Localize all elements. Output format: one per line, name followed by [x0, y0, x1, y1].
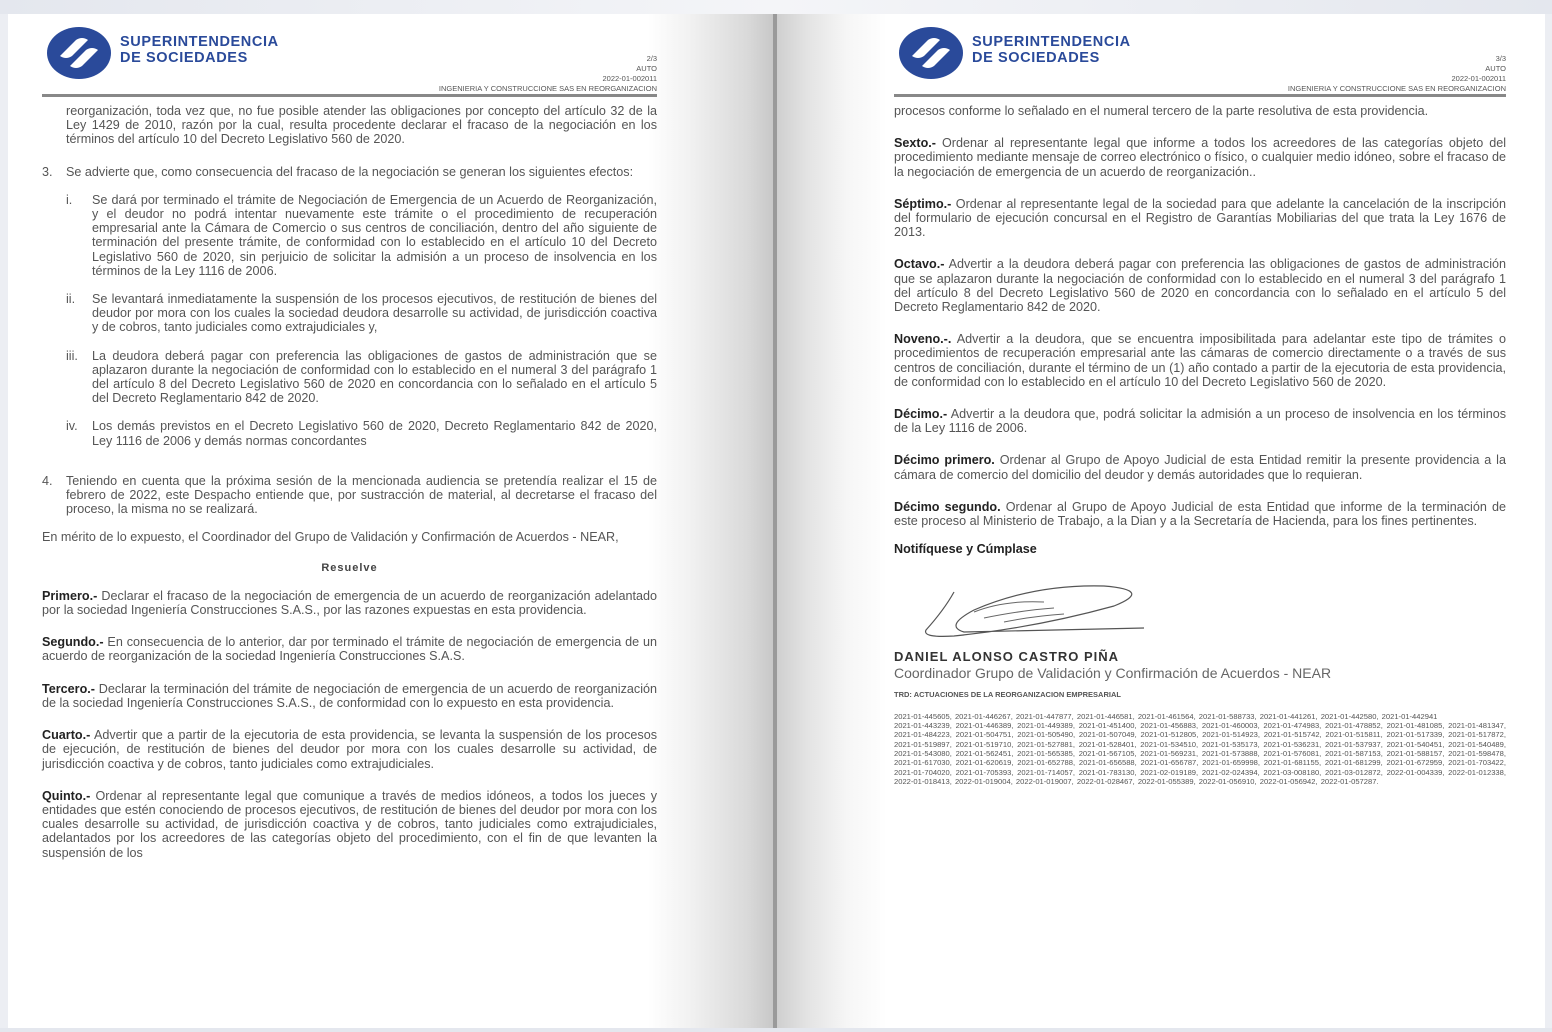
brand-line-2: DE SOCIEDADES: [120, 50, 248, 66]
sub-item-text: La deudora deberá pagar con preferencia las obligaciones de gastos de administración que se aplazaron durante la negociación de conformidad con lo establecido en el numeral 3 del parágrafo 1 del artículo 8 del Decreto Legislativo 560 de 2020 en concordancia con lo señalado en el artículo 5 del Decreto Reglamentario 842 de 2020.: [92, 348, 657, 406]
radicados-group-1: 2021-01-445605, 2021-01-446267, 2021-01-447877, 2021-01-446581, 2021-01-461564, 2021-01-588733, 2021-01-441261, 2021-01-442580, 2021-01-442941: [894, 711, 1438, 721]
order-quinto: [42, 789, 657, 860]
header-rule: [894, 94, 1506, 97]
sub-item: [66, 349, 657, 406]
page-header: [894, 14, 1506, 96]
brand-line-1: SUPERINTENDENCIA: [972, 34, 1131, 50]
sub-item-number: iii.: [66, 348, 78, 363]
sub-item-text: Se levantará inmediatamente la suspensión de los procesos ejecutivos, de restitución de bienes del deudor por mora con los cuales la sociedad deudora desarrolle su actividad, de jurisdicción coactiva y de cobros, tanto judiciales como extrajudiciales y,: [92, 292, 657, 335]
order-key: Tercero.-: [42, 681, 95, 696]
sub-item-number: iv.: [66, 419, 78, 434]
header-meta: [439, 54, 657, 94]
signature-area: [894, 580, 1506, 650]
numbered-item-3: [42, 165, 657, 179]
item-text: Se advierte que, como consecuencia del fracaso de la negociación se generan los siguientes efectos:: [66, 164, 634, 179]
order-key: Quinto.-: [42, 788, 91, 803]
order-text: Advertir a la deudora, que se encuentra imposibilitada para adelantar este tipo de trámites o procedimientos de recuperación empresarial ante las cámaras de comercio directamente o a través de sus centros de conciliación, durante el término de un (1) año contado a partir de la ejecutoria de esta providencia, de conformidad con lo establecido en el artículo 10 del Decreto Legislativo 560 de 2020.: [894, 332, 1506, 389]
sub-item: [66, 193, 657, 278]
order-text: Declarar el fracaso de la negociación de emergencia de un acuerdo de reorganización adelantado por la sociedad Ingeniería Construcciones S.A.S., por las razones expuestas en esta providencia.: [42, 588, 657, 618]
company-name: INGENIERIA Y CONSTRUCCIONE SAS EN REORGANIZACION: [438, 84, 657, 93]
doc-type: AUTO: [1485, 64, 1506, 73]
signer-name: DANIEL ALONSO CASTRO PIÑA: [894, 649, 1120, 665]
background-top: [0, 0, 1552, 14]
document-page-3: [777, 14, 1545, 1028]
radicados-group-2: 2021-01-443239, 2021-01-446389, 2021-01-449389, 2021-01-451400, 2021-01-456883, 2021-01-460003, 2021-01-474983, 2021-01-478852, 2021-01-481085, 2021-01-481347, 2021-01-484223, 2021-01-504751, 2021-01-505490, 2021-01-507049, 2021-01-512805, 2021-01-514923, 2021-01-515742, 2021-01-515811, 2021-01-517339, 2021-01-517872, 2021-01-519897, 2021-01-519710, 2021-01-527881, 2021-01-528401, 2021-01-534510, 2021-01-535173, 2021-01-536231, 2021-01-537937, 2021-01-540451, 2021-01-540489, 2021-01-543080, 2021-01-562451, 2021-01-565385, 2021-01-567105, 2021-01-569231, 2021-01-573888, 2021-01-576081, 2021-01-587153, 2021-01-588157, 2021-01-598478, 2021-01-617030, 2021-01-620619, 2021-01-652788, 2021-01-656588, 2021-01-656787, 2021-01-659998, 2021-01-681155, 2021-01-681299, 2021-01-672959, 2021-01-703422, 2021-01-704020, 2021-01-705393, 2021-01-714057, 2021-01-783130, 2021-02-019189, 2021-02-024394, 2021-03-008180, 2021-03-012872, 2022-01-004339, 2022-01-012338, 2022-01-018413, 2022-01-019004, 2022-01-019007, 2022-01-028467, 2022-01-055389, 2022-01-056910, 2022-01-056942, 2022-01-057287.: [894, 721, 1506, 786]
order-key: Cuarto.-: [42, 728, 91, 743]
page-header: [42, 14, 657, 96]
order-key: Décimo segundo.: [894, 499, 1001, 514]
radicados-list: [894, 712, 1506, 786]
order-key: Segundo.-: [42, 635, 104, 650]
order-text: Advertir que a partir de la ejecutoria de esta providencia, se levanta la suspensión de los procesos de ejecución, de restitución de bienes del deudor por mora con los cuales desarrolle su actividad, de jurisdicción coactiva y de cobros, tanto judiciales como extrajudiciales.: [42, 728, 657, 771]
sub-item: [66, 292, 657, 335]
company-name: INGENIERIA Y CONSTRUCCIONE SAS EN REORGANIZACION: [1287, 84, 1506, 93]
order-key: Octavo.-: [894, 257, 945, 272]
order-tercero: [42, 682, 657, 710]
order-key: Noveno.-.: [894, 332, 952, 347]
page-number: 2/3: [646, 54, 657, 63]
item-text: Teniendo en cuenta que la próxima sesión de la mencionada audiencia se pretendía realizar el 15 de febrero de 2022, este Despacho entiende que, por sustracción de material, al decretarse el fracaso del proceso, la misma no se realizará.: [66, 473, 657, 517]
brand-name: [120, 34, 279, 66]
resuelve-heading: Resuelve: [321, 561, 378, 574]
closing-formula: Notifíquese y Cúmplase: [894, 542, 1037, 557]
page-body: [894, 104, 1506, 786]
order-text: Ordenar al representante legal que comunique a través de medios idóneos, a todos los jueces y entidades que estén conociendo de procesos ejecutivos, de restitución de bienes del deudor por mora con los cuales desarrolle su actividad, de jurisdicción coactiva y de cobros, tanto judiciales como extrajudiciales, adelantados por los acreedores de las categorías objeto del procedimiento, con el fin de que levanten la suspensión de los: [42, 788, 657, 860]
order-octavo: [894, 257, 1506, 314]
sub-item-text: Los demás previstos en el Decreto Legislativo 560 de 2020, Decreto Reglamentario 842 de 2020, Ley 1116 de 2006 y demás normas concordantes: [92, 419, 657, 448]
order-text: En consecuencia de lo anterior, dar por terminado el trámite de negociación de emergencia de un acuerdo de reorganización de la sociedad Ingeniería Construcciones S.A.S.: [42, 635, 657, 664]
item-number: 4.: [42, 473, 53, 488]
sub-item-text: Se dará por terminado el trámite de Negociación de Emergencia de un Acuerdo de Reorganización, y el deudor no podrá intentar nuevamente este trámite o el procedimiento de recuperación empresarial ante la Cámara de Comercio o sus centros de conciliación, dentro del año siguiente de terminación del presente trámite, de conformidad con lo establecido en el artículo 10 del Decreto Legislativo 560 de 2020, sin perjuicio de solicitar la admisión a un proceso de insolvencia en los términos de la Ley 1116 de 2006.: [92, 192, 657, 278]
brand-line-2: DE SOCIEDADES: [972, 50, 1100, 66]
order-text: Advertir a la deudora que, podrá solicitar la admisión a un proceso de insolvencia en los términos de la Ley 1116 de 2006.: [894, 407, 1506, 436]
order-decimo: [894, 407, 1506, 435]
sub-item-number: ii.: [66, 292, 76, 307]
order-key: Sexto.-: [894, 136, 936, 151]
doc-type: AUTO: [636, 64, 657, 73]
order-text: Ordenar al Grupo de Apoyo Judicial de esta Entidad remitir la presente providencia a la cámara de comercio del domicilio del deudor y demás autoridades que lo requieran.: [894, 453, 1506, 482]
brand-name: [972, 34, 1131, 66]
brand-line-1: SUPERINTENDENCIA: [120, 34, 279, 50]
order-sexto: [894, 136, 1506, 179]
order-primero: [42, 589, 657, 617]
header-meta: [1288, 54, 1506, 94]
order-septimo: [894, 197, 1506, 240]
order-text: Ordenar al representante legal de la sociedad para que adelante la cancelación de la inscripción del formulario de ejecución concursal en el Registro de Garantías Mobiliarias del que trata la Ley 1676 de 2013.: [894, 196, 1506, 240]
order-text: Ordenar al Grupo de Apoyo Judicial de esta Entidad que informe de la terminación de este proceso al Ministerio de Trabajo, a la Dian y a la Secretaría de Hacienda, para los fines pertinentes.: [894, 499, 1506, 529]
merito-paragraph: En mérito de lo expuesto, el Coordinador del Grupo de Validación y Confirmación de Acuerdos - NEAR,: [42, 530, 619, 545]
order-key: Séptimo.-: [894, 196, 952, 211]
background-bottom: [0, 1028, 1552, 1032]
order-segundo: [42, 635, 657, 663]
supersociedades-logo-icon: [898, 26, 964, 80]
order-noveno: [894, 332, 1506, 389]
order-decimo-primero: [894, 453, 1506, 481]
sub-item-number: i.: [66, 192, 73, 207]
page-number: 3/3: [1495, 54, 1506, 63]
doc-number: 2022-01-002011: [1451, 74, 1506, 83]
order-key: Décimo.-: [894, 407, 948, 422]
signer-title: Coordinador Grupo de Validación y Confirmación de Acuerdos - NEAR: [894, 664, 1332, 681]
numbered-item-4: [42, 474, 657, 517]
intro-paragraph: procesos conforme lo señalado en el numeral tercero de la parte resolutiva de esta providencia.: [894, 104, 1429, 118]
order-text: Ordenar al representante legal que informe a todos los acreedores de las categorías objeto del procedimiento mediante mensaje de correo electrónico o físico, o cualquier medio idóneo, sobre el fracaso de la negociación de emergencia de un acuerdo de reorganización..: [894, 136, 1506, 179]
order-text: Declarar la terminación del trámite de negociación de emergencia de un acuerdo de reorganización de la sociedad Ingeniería Construcciones S.A.S., de conformidad con lo expuesto en esta providencia.: [42, 681, 657, 710]
trd-label: TRD: ACTUACIONES DE LA REORGANIZACION EMPRESARIAL: [894, 689, 1121, 699]
order-key: Primero.-: [42, 588, 98, 603]
supersociedades-logo-icon: [46, 26, 112, 80]
order-text: Advertir a la deudora deberá pagar con preferencia las obligaciones de gastos de administración que se aplazaron durante la negociación de conformidad con lo establecido en el numeral 3 del parágrafo 1 del artículo 8 del Decreto Legislativo 560 de 2020 en concordancia con lo señalado en el artículo 5 del Decreto Reglamentario 842 de 2020.: [894, 257, 1506, 315]
intro-paragraph: reorganización, toda vez que, no fue posible atender las obligaciones por concepto del artículo 32 de la Ley 1429 de 2010, razón por la cual, resulta procedente declarar el fracaso de la negociación en los términos del artículo 10 del Decreto Legislativo 560 de 2020.: [66, 104, 657, 147]
handwritten-signature-icon: [914, 580, 1154, 644]
item-number: 3.: [42, 164, 53, 179]
order-decimo-segundo: [894, 500, 1506, 528]
order-key: Décimo primero.: [894, 453, 995, 468]
order-cuarto: [42, 728, 657, 771]
document-page-2: [8, 14, 773, 1028]
header-rule: [42, 94, 657, 97]
page-body: [42, 104, 657, 860]
doc-number: 2022-01-002011: [602, 74, 657, 83]
sub-item: [66, 419, 657, 447]
